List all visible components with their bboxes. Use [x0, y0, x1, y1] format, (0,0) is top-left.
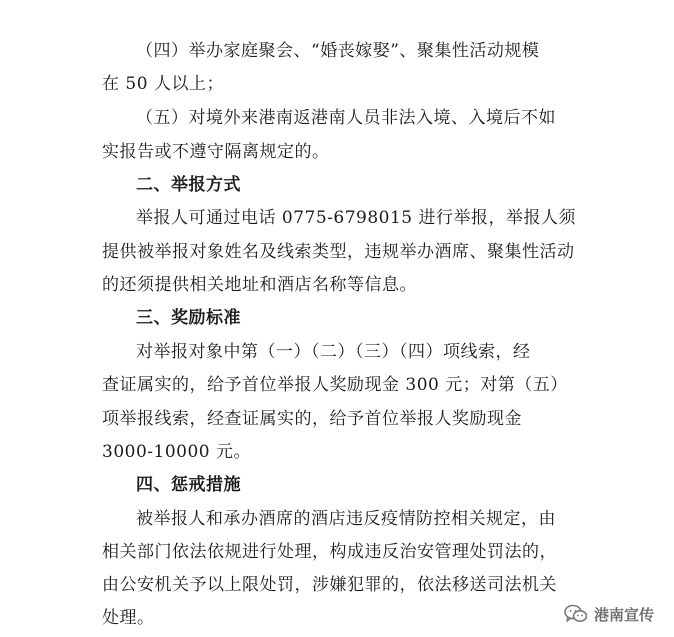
- paragraph-line: （四）举办家庭聚会、“婚丧嫁娶”、聚集性活动规模: [136, 41, 540, 61]
- paragraph-line: 被举报人和承办酒席的酒店违反疫情防控相关规定，由: [136, 509, 556, 529]
- paragraph-line: 处理。: [102, 608, 155, 628]
- account-watermark: [564, 602, 654, 626]
- paragraph-line: 由公安机关予以上限处罚，涉嫌犯罪的，依法移送司法机关: [102, 575, 557, 595]
- section-heading: 三、奖励标准: [136, 308, 241, 328]
- paragraph-line: 提供被举报对象姓名及线索类型，违规举办酒席、聚集性活动: [102, 242, 575, 262]
- paragraph-line: 的还须提供相关地址和酒店名称等信息。: [102, 275, 417, 295]
- paragraph-line: 相关部门依法依规进行处理，构成违反治安管理处罚法的，: [102, 542, 557, 562]
- paragraph-line: 在 50 人以上；: [102, 74, 224, 94]
- paragraph-line: （五）对境外来港南返港南人员非法入境、入境后不如: [136, 108, 556, 128]
- section-heading: 四、惩戒措施: [136, 475, 241, 495]
- paragraph-line: 3000-10000 元。: [102, 442, 251, 462]
- section-heading: 二、举报方式: [136, 175, 241, 195]
- paragraph-line: 实报告或不遵守隔离规定的。: [102, 142, 330, 162]
- wechat-icon: [564, 604, 588, 624]
- watermark-label: 港南宣传: [593, 605, 654, 624]
- paragraph-line: 举报人可通过电话 0775-6798015 进行举报，举报人须: [136, 208, 577, 228]
- paragraph-line: 查证属实的，给予首位举报人奖励现金 300 元；对第（五）: [102, 375, 568, 395]
- paragraph-line: 对举报对象中第（一）（二）（三）（四）项线索，经: [136, 342, 531, 362]
- paragraph-line: 项举报线索，经查证属实的，给予首位举报人奖励现金: [102, 409, 522, 429]
